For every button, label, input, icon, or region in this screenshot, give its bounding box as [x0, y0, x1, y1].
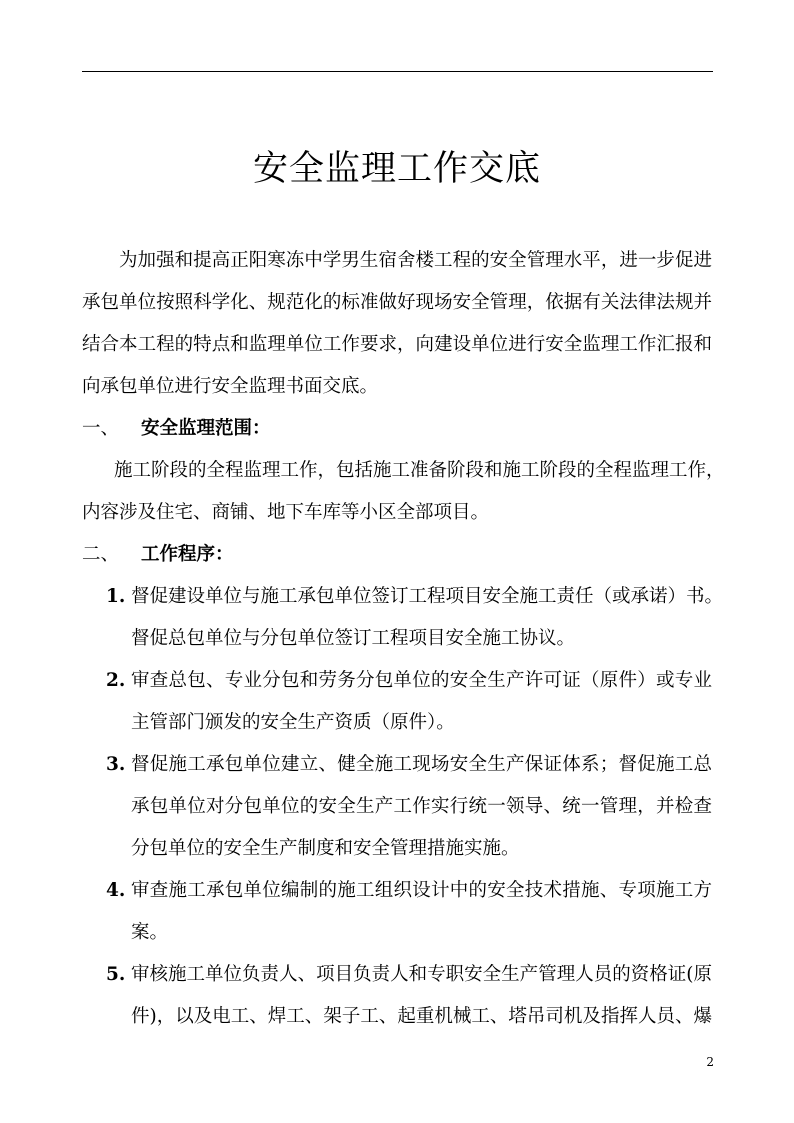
section-2-title: 工作程序：: [141, 544, 234, 565]
list-item-2-line-2: 主管部门颁发的安全生产资质（原件）。: [131, 712, 455, 733]
list-item-2-line-1: 审查总包、专业分包和劳务分包单位的安全生产许可证（原件）或专业: [131, 670, 712, 691]
list-item-5-number: 5.: [106, 964, 126, 985]
list-item-3-line-2: 承包单位对分包单位的安全生产工作实行统一领导、统一管理，并检查: [131, 796, 712, 817]
section-1-title: 安全监理范围：: [141, 418, 271, 439]
section-2-number: 二、: [82, 544, 120, 565]
list-item-3-line-1: 督促施工承包单位建立、健全施工现场安全生产保证体系；督促施工总: [131, 754, 712, 775]
list-item-4-line-1: 审查施工承包单位编制的施工组织设计中的安全技术措施、专项施工方: [131, 880, 712, 901]
list-item-3-number: 3.: [106, 754, 126, 775]
list-item-1-line-2: 督促总包单位与分包单位签订工程项目安全施工协议。: [131, 628, 576, 649]
section-1-line-2: 内容涉及住宅、商铺、地下车库等小区全部项目。: [82, 502, 490, 523]
document-title: 安全监理工作交底: [252, 149, 541, 189]
list-item-4-number: 4.: [106, 880, 126, 901]
list-item-2-number: 2.: [106, 670, 126, 691]
intro-line-3: 结合本工程的特点和监理单位工作要求，向建设单位进行安全监理工作汇报和: [82, 334, 712, 355]
list-item-5-line-2: 件)，以及电工、焊工、架子工、起重机械工、塔吊司机及指挥人员、爆: [131, 1006, 712, 1027]
list-item-1-number: 1.: [106, 586, 126, 607]
list-item-1-line-1: 督促建设单位与施工承包单位签订工程项目安全施工责任（或承诺）书。: [131, 586, 724, 607]
intro-line-2: 承包单位按照科学化、规范化的标准做好现场安全管理，依据有关法律法规并: [82, 292, 712, 313]
list-item-3-line-3: 分包单位的安全生产制度和安全管理措施实施。: [131, 838, 520, 859]
section-1-line-1: 施工阶段的全程监理工作，包括施工准备阶段和施工阶段的全程监理工作，: [114, 460, 725, 481]
header-rule: [82, 71, 713, 72]
page-number: 2: [706, 1055, 714, 1069]
section-1-number: 一、: [82, 418, 120, 439]
intro-line-4: 向承包单位进行安全监理书面交底。: [82, 376, 379, 397]
list-item-4-line-2: 案。: [131, 922, 169, 943]
intro-line-1: 为加强和提高正阳寒冻中学男生宿舍楼工程的安全管理水平，进一步促进: [119, 250, 712, 271]
list-item-5-line-1: 审核施工单位负责人、项目负责人和专职安全生产管理人员的资格证(原: [131, 964, 712, 985]
